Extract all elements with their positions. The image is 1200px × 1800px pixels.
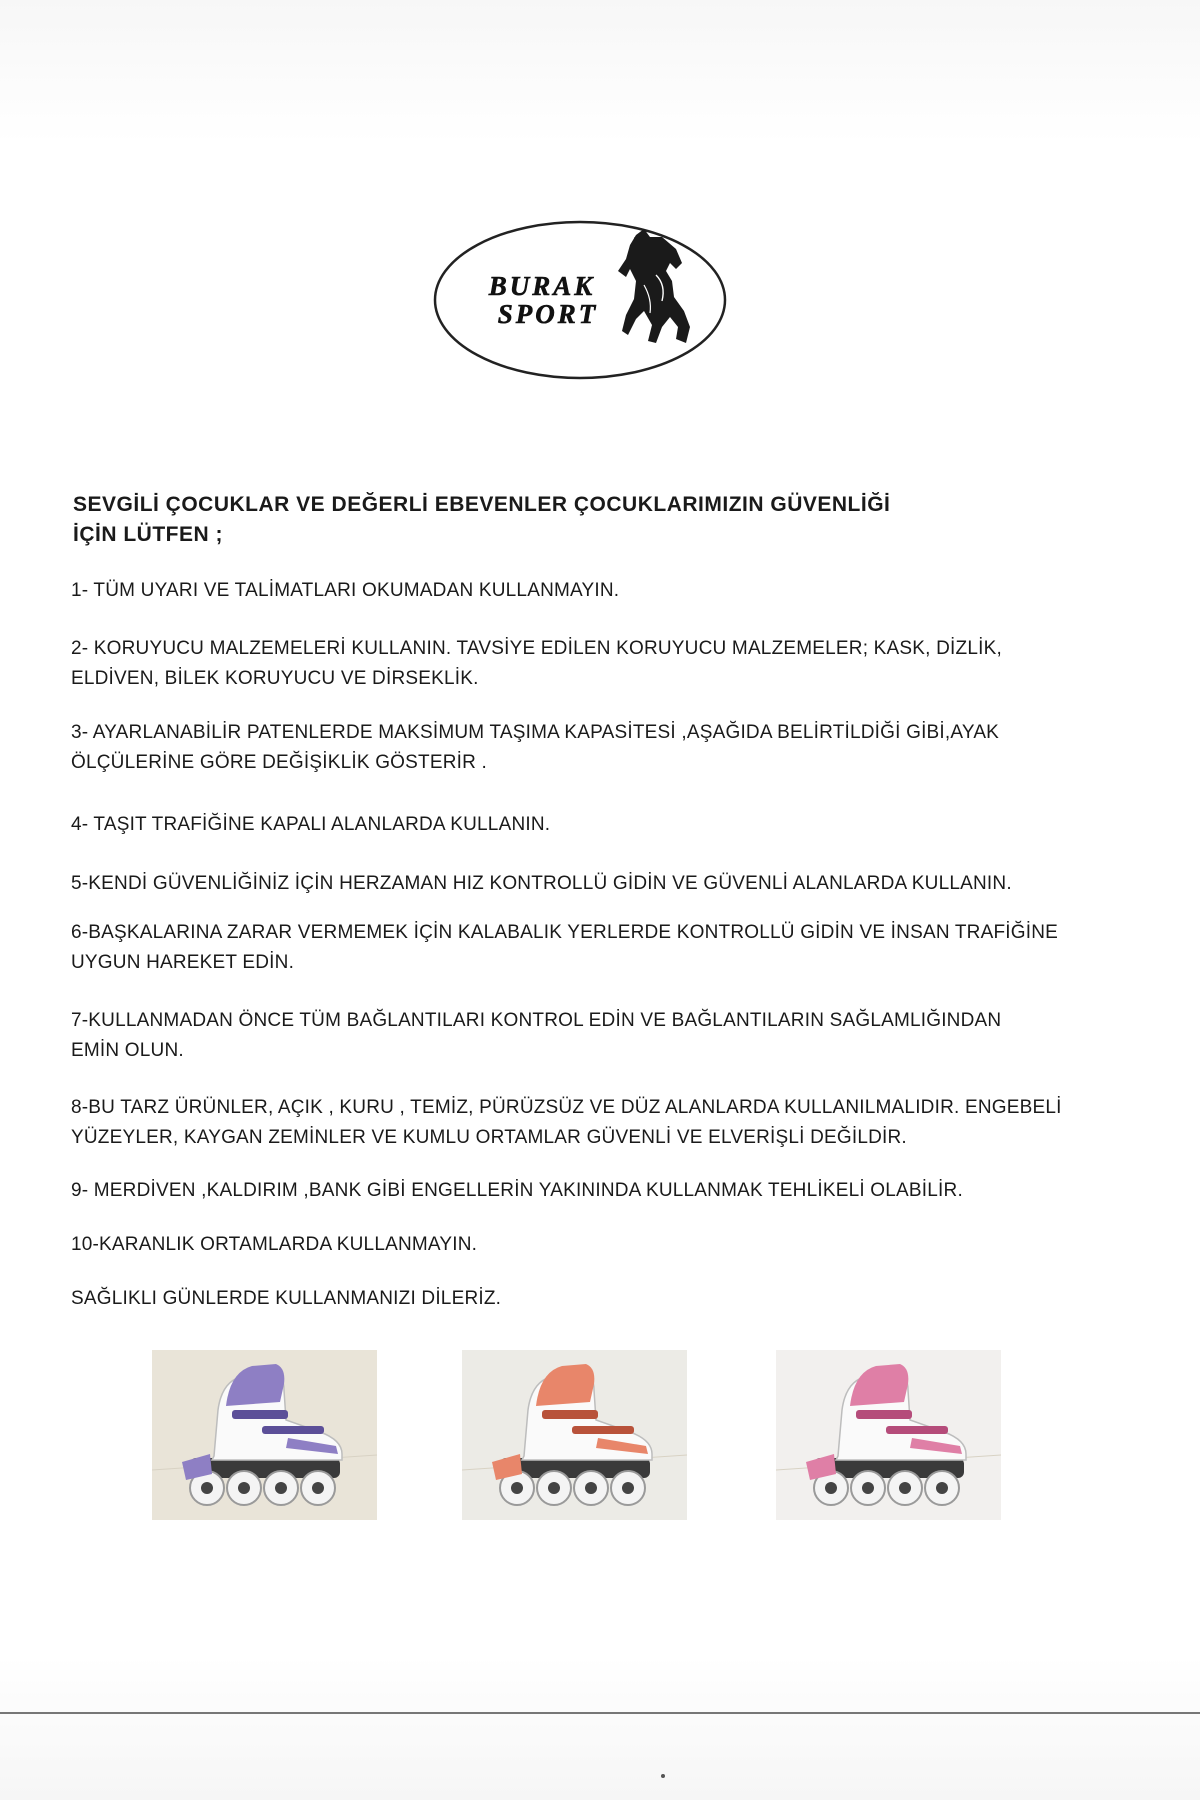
instruction-3-line-1: 3- AYARLANABİLİR PATENLERDE MAKSİMUM TAŞIMA KAPASİTESİ ,AŞAĞIDA BELİRTİLDİĞİ GİBİ,AYAK bbox=[71, 722, 1000, 743]
closing-wish bbox=[71, 1284, 1111, 1314]
instruction-1 bbox=[71, 576, 1111, 606]
instruction-8-line-1: 8-BU TARZ ÜRÜNLER, AÇIK , KURU , TEMİZ, PÜRÜZSÜZ VE DÜZ ALANLARDA KULLANILMALIDIR. ENGEBELİ bbox=[71, 1097, 1062, 1118]
wheel-hub bbox=[548, 1482, 560, 1494]
skate-strap bbox=[262, 1426, 324, 1434]
skate-photo-orange bbox=[462, 1350, 687, 1520]
instruction-4 bbox=[71, 810, 1111, 840]
horse-icon bbox=[618, 229, 690, 343]
wheel-hub bbox=[585, 1482, 597, 1494]
instruction-4-text: 4- TAŞIT TRAFİĞİNE KAPALI ALANLARDA KULLANIN. bbox=[71, 814, 551, 835]
skate-strap bbox=[542, 1410, 598, 1419]
heading-line-2: İÇİN LÜTFEN ; bbox=[73, 523, 223, 546]
instruction-5 bbox=[71, 869, 1111, 899]
instruction-5-text: 5-KENDİ GÜVENLİĞİNİZ İÇİN HERZAMAN HIZ KONTROLLÜ GİDİN VE GÜVENLİ ALANLARDA KULLANIN. bbox=[71, 873, 1012, 894]
skate-photo-purple bbox=[152, 1350, 377, 1520]
scan-speck bbox=[661, 1774, 665, 1778]
closing-wish-text: SAĞLIKLI GÜNLERDE KULLANMANIZI DİLERİZ. bbox=[71, 1288, 502, 1309]
instruction-6 bbox=[71, 918, 1111, 978]
instruction-10-text: 10-KARANLIK ORTAMLARDA KULLANMAYIN. bbox=[71, 1234, 478, 1255]
wheel-hub bbox=[862, 1482, 874, 1494]
skate-strap bbox=[232, 1410, 288, 1419]
instruction-6-line-1: 6-BAŞKALARINA ZARAR VERMEMEK İÇİN KALABALIK YERLERDE KONTROLLÜ GİDİN VE İNSAN TRAFİĞİNE bbox=[71, 922, 1059, 943]
wheel-hub bbox=[511, 1482, 523, 1494]
logo-line2: SPORT bbox=[497, 299, 599, 329]
instruction-8 bbox=[71, 1093, 1111, 1153]
instruction-7 bbox=[71, 1006, 1111, 1066]
page-bottom-edge bbox=[0, 1712, 1200, 1714]
logo-line1: BURAK bbox=[488, 271, 596, 301]
skate-photo-pink bbox=[776, 1350, 1001, 1520]
heading-line-1: SEVGİLİ ÇOCUKLAR VE DEĞERLİ EBEVENLER ÇOCUKLARIMIZIN GÜVENLİĞİ bbox=[73, 493, 891, 516]
instruction-9 bbox=[71, 1176, 1111, 1206]
instruction-2-line-2: ELDİVEN, BİLEK KORUYUCU VE DİRSEKLİK. bbox=[71, 668, 479, 689]
skate-strap bbox=[886, 1426, 948, 1434]
instruction-1-text: 1- TÜM UYARI VE TALİMATLARI OKUMADAN KULLANMAYIN. bbox=[71, 580, 620, 601]
instruction-2-line-1: 2- KORUYUCU MALZEMELERİ KULLANIN. TAVSİYE EDİLEN KORUYUCU MALZEMELER; KASK, DİZLİK, bbox=[71, 638, 1002, 659]
burak-sport-logo bbox=[430, 215, 730, 385]
instruction-7-line-1: 7-KULLANMADAN ÖNCE TÜM BAĞLANTILARI KONTROL EDİN VE BAĞLANTILARIN SAĞLAMLIĞINDAN bbox=[71, 1010, 1002, 1031]
safety-heading bbox=[73, 490, 1073, 550]
instruction-3-line-2: ÖLÇÜLERİNE GÖRE DEĞİŞİKLİK GÖSTERİR . bbox=[71, 752, 487, 773]
skate-strap bbox=[856, 1410, 912, 1419]
instruction-9-text: 9- MERDİVEN ,KALDIRIM ,BANK GİBİ ENGELLERİN YAKININDA KULLANMAK TEHLİKELİ OLABİLİR. bbox=[71, 1180, 963, 1201]
wheel-hub bbox=[899, 1482, 911, 1494]
instruction-10 bbox=[71, 1230, 1111, 1260]
instruction-2 bbox=[71, 634, 1111, 694]
instruction-7-line-2: EMİN OLUN. bbox=[71, 1040, 184, 1061]
instruction-8-line-2: YÜZEYLER, KAYGAN ZEMİNLER VE KUMLU ORTAMLAR GÜVENLİ VE ELVERİŞLİ DEĞİLDİR. bbox=[71, 1127, 907, 1148]
skate-strap bbox=[572, 1426, 634, 1434]
wheel-hub bbox=[238, 1482, 250, 1494]
wheel-hub bbox=[622, 1482, 634, 1494]
wheel-hub bbox=[275, 1482, 287, 1494]
wheel-hub bbox=[825, 1482, 837, 1494]
wheel-hub bbox=[312, 1482, 324, 1494]
wheel-hub bbox=[936, 1482, 948, 1494]
instruction-3 bbox=[71, 718, 1111, 778]
wheel-hub bbox=[201, 1482, 213, 1494]
instruction-6-line-2: UYGUN HAREKET EDİN. bbox=[71, 952, 295, 973]
